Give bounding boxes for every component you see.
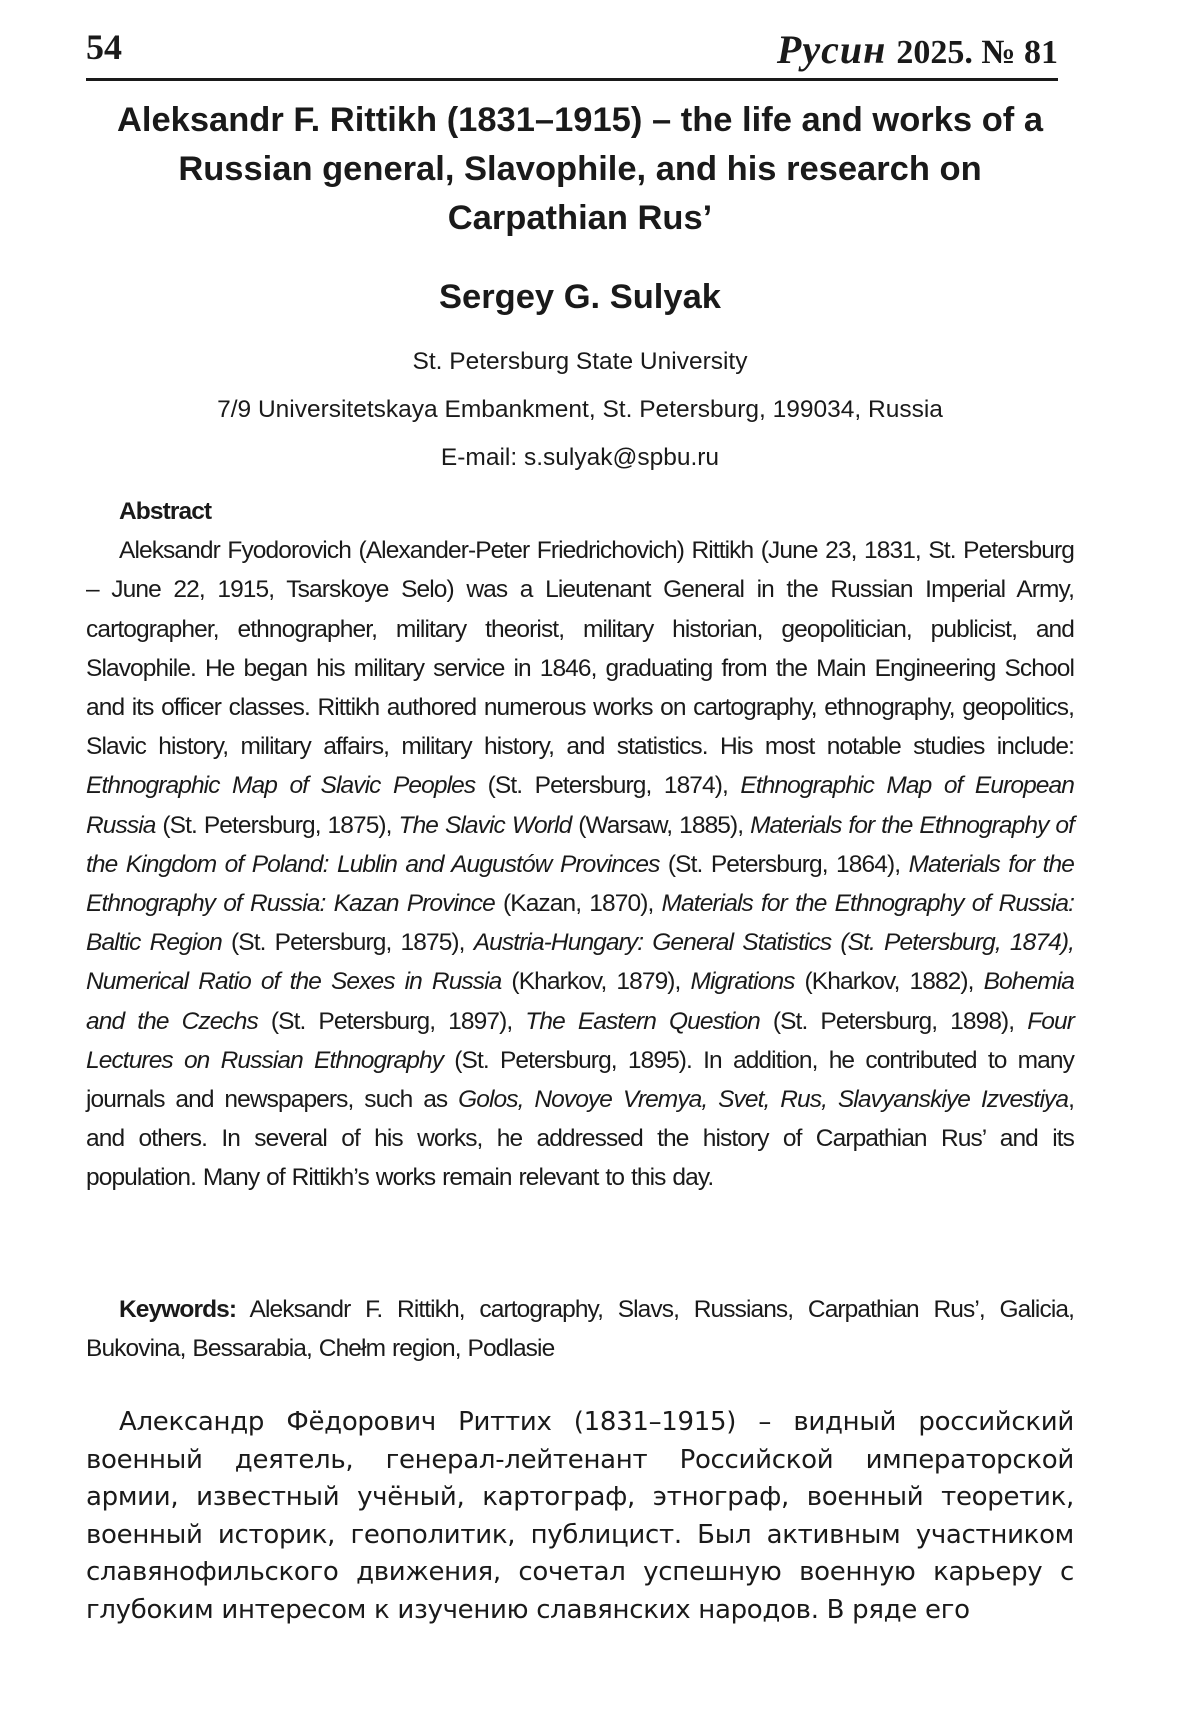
abstract-italic-title: The Eastern Question [525, 1007, 760, 1035]
running-header [86, 26, 1058, 81]
page-number: 54 [86, 27, 122, 67]
abstract-italic-title: Bohemia and the Czechs [86, 968, 1075, 1035]
abstract-text-run: (Kharkov, 1879), [501, 968, 691, 996]
body-paragraph: Александр Фёдорович Риттих (1831–1915) – видный российский военный деятель, генерал-лейтенант Российской императорской армии, известный учёный, картограф, этнограф, военный теоретик, военный историк, геополитик, публицист. Был активным участником славянофильского движения, сочетал успешную военную карьеру с глубоким интересом к изучению славянских народов. В ряде его [86, 1407, 1074, 1625]
abstract-heading: Abstract [119, 498, 212, 525]
abstract-text-run: (St. Petersburg, 1898), [759, 1007, 1028, 1035]
abstract-text-run: (St. Petersburg, 1864), [659, 850, 909, 878]
abstract-text-run: (Kazan, 1870), [494, 890, 662, 918]
abstract-text-run: (St. Petersburg, 1875), [221, 929, 474, 957]
abstract-italic-title: Migrations [690, 968, 795, 996]
body-text [86, 1404, 1074, 1629]
abstract-italic-title: Ethnographic Map of European Russia [86, 772, 1074, 839]
journal-name: Русин [776, 27, 887, 72]
email: E-mail: s.sulyak@spbu.ru [440, 444, 720, 471]
article-title: Aleksandr F. Rittikh (1831–1915) – the life and works of a Russian general, Slavophile, and his research on Carpathian Rus’ [116, 101, 1044, 237]
abstract-italic-title: Four Lectures on Russian Ethnography [86, 1007, 1075, 1074]
abstract-text-run: (Warsaw, 1885), [571, 811, 751, 839]
abstract-text-run: Aleksandr Fyodorovich (Alexander-Peter Friedrichovich) Rittikh (June 23, 1831, St. Petersburg – June 22, 1915, Tsarskoye Selo) was a Lieutenant General in the Russian Imperial Army, cartographer, ethnographer, military theorist, military historian, geopolitician, publicist, and Slavophile. He began his military service in 1846, graduating from the Main Engineering School and its officer classes. Rittikh authored numerous works on cartography, ethnography, geopolitics, Slavic history, military affairs, military history, and statistics. His most notable studies include: [86, 537, 1074, 761]
keywords-list: Aleksandr F. Rittikh, cartography, Slavs, Russians, Carpathian Rus’, Galicia, Bukovina, Bessarabia, Chełm region, Podlasie [86, 1296, 1074, 1363]
abstract-italic-title: Ethnographic Map of Slavic Peoples [86, 772, 476, 800]
abstract-text-run: (Kharkov, 1882), [794, 968, 984, 996]
address: 7/9 Universitetskaya Embankment, St. Petersburg, 199034, Russia [217, 396, 943, 423]
abstract-text-run: , and others. In several of his works, he addressed the history of Carpathian Rus’ and its population. Many of Rittikh’s works remain relevant to this day. [86, 1086, 1074, 1192]
abstract-text-run: (St. Petersburg, 1895). In addition, he contributed to many journals and newspapers, such as [86, 1046, 1074, 1114]
author-name: Sergey G. Sulyak [439, 278, 721, 316]
journal-title [777, 26, 1058, 73]
abstract-italic-title: Materials for the Ethnography of the Kingdom of Poland: Lublin and Augustów Provinces [86, 811, 1075, 878]
keywords-label: Keywords: [119, 1296, 237, 1323]
abstract-italic-title: Golos, Novoye Vremya, Svet, Rus, Slavyanskiye Izvestiya [458, 1086, 1069, 1114]
abstract-text-run: (St. Petersburg, 1874), [475, 772, 741, 800]
journal-issue: 2025. № 81 [896, 34, 1058, 71]
affiliation: St. Petersburg State University [412, 348, 748, 375]
abstract-italic-title: Austria-Hungary: General Statistics (St. Petersburg, 1874), Numerical Ratio of the Sexes in Russia [86, 929, 1074, 996]
abstract-text-run: (St. Petersburg, 1897), [257, 1007, 526, 1035]
abstract-italic-title: Materials for the Ethnography of Russia: Baltic Region [86, 890, 1074, 957]
abstract [86, 492, 1074, 1198]
abstract-body [86, 531, 1074, 1197]
abstract-italic-title: Materials for the Ethnography of Russia: Kazan Province [86, 850, 1074, 918]
author-affiliation-block [86, 338, 1074, 482]
abstract-italic-title: The Slavic World [398, 811, 572, 839]
abstract-text-run: (St. Petersburg, 1875), [155, 811, 399, 839]
keywords [86, 1290, 1074, 1368]
